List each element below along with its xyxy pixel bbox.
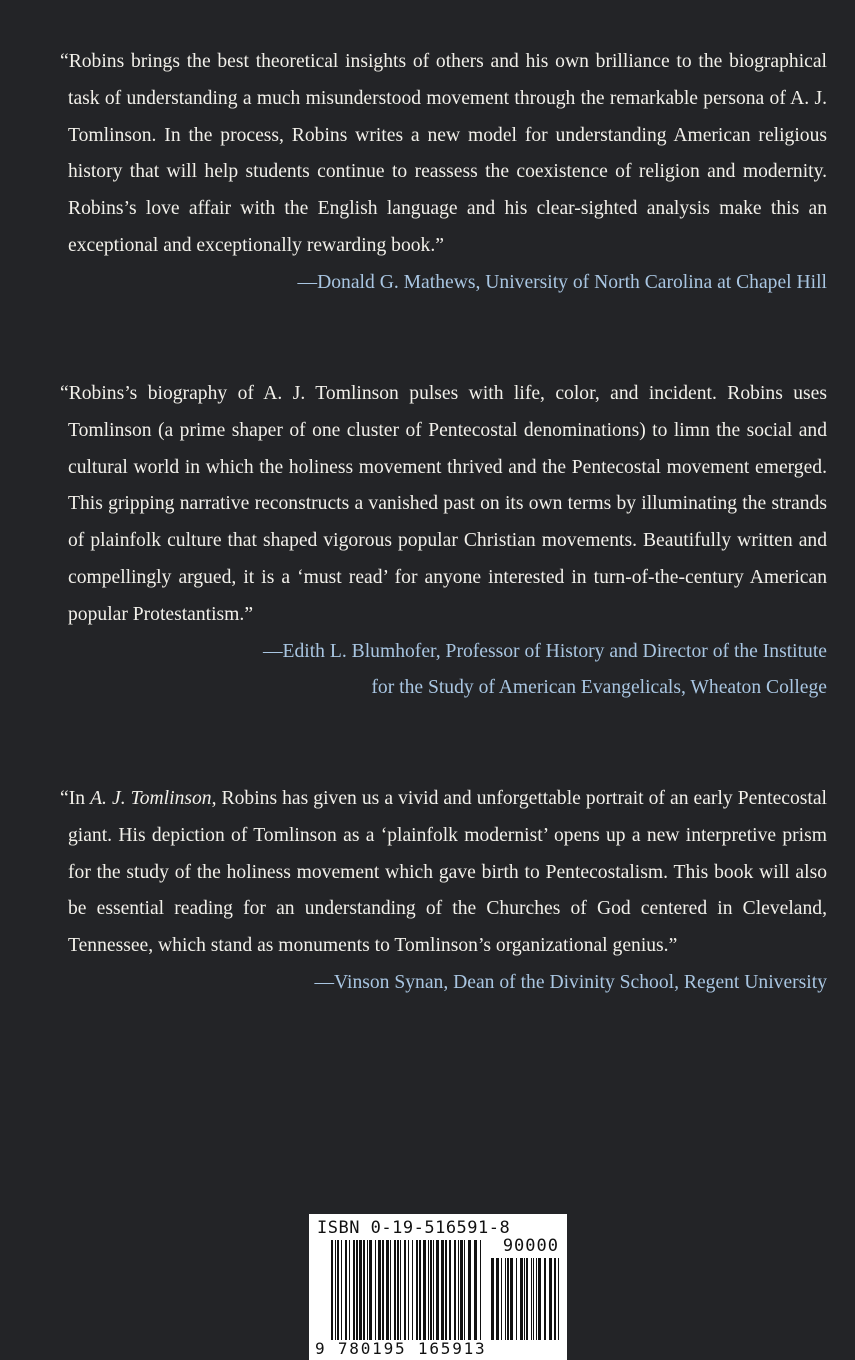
barcode-bar [436, 1240, 439, 1340]
barcode-bar [501, 1258, 502, 1340]
barcode-bar [533, 1258, 534, 1340]
barcode-bar [394, 1240, 396, 1340]
price-code: 90000 [502, 1236, 559, 1256]
isbn-label: ISBN 0-19-516591-8 [317, 1218, 511, 1238]
barcode-bar [507, 1258, 509, 1340]
barcode-bar [331, 1240, 333, 1340]
endorsement-quote-synan [56, 781, 827, 1002]
barcode-bar [474, 1240, 477, 1340]
barcode-bar [337, 1240, 339, 1340]
barcode-bar [460, 1240, 463, 1340]
barcode-bar [458, 1240, 459, 1340]
barcode-bar [349, 1240, 350, 1340]
barcode-bar [353, 1240, 355, 1340]
barcode-bar [416, 1240, 418, 1340]
ean-barcode-bars [331, 1240, 481, 1340]
quote-rest: , Robins has given us a vivid and unforgettable portrait of an early Pentecostal giant. His depiction of Tomlinson as a ‘plainfolk modernist’ opens up a new interpretive prism for the study of the holiness movement which gave birth to Pentecostalism. This book will also be essential reading for an understanding of the Churches of God centered in Cleveland, Tennessee, which stand as monuments to Tomlinson’s organizational genius.” [68, 788, 827, 957]
barcode-bar [341, 1240, 342, 1340]
addon-barcode-bars [491, 1258, 559, 1340]
barcode-bar [526, 1258, 528, 1340]
barcode-bar [390, 1240, 391, 1340]
quote-text: “Robins’s biography of A. J. Tomlinson pulses with life, color, and incident. Robins uses Tomlinson (a prime shaper of one cluster of Pentecostal denominations) to limn the social and cultural world in which the holiness movement thrived and the Pentecostal movement emerged. This gripping narrative reconstructs a vanished past on its own terms by illuminating the strands of plainfolk culture that shaped vigorous popular Christian movements. Beautifully written and compellingly argued, it is a ‘must read’ for anyone interested in turn-of-the-century American popular Protestantism.” [60, 383, 827, 625]
barcode-bar [445, 1240, 447, 1340]
barcode-bar [356, 1240, 358, 1340]
barcode-bar [520, 1258, 523, 1340]
barcode-bar [516, 1258, 517, 1340]
barcode-bar [375, 1240, 376, 1340]
barcode-bar [433, 1240, 434, 1340]
quote-attribution: —Vinson Synan, Dean of the Divinity School, Regent University [314, 971, 827, 993]
barcode-bar [524, 1258, 525, 1340]
quote-text: “Robins brings the best theoretical insights of others and his own brilliance to the biographical task of understanding a much misunderstood movement through the remarkable persona of A. J. Tomlinson. In the process, Robins writes a new model for understanding American religious history that will help students continue to reassess the coexistence of religion and modernity. Robins’s love affair with the English language and his clear-sighted analysis make this an exceptional and exceptionally rewarding book.” [60, 51, 827, 256]
barcode-bar [378, 1240, 381, 1340]
barcode-bar [404, 1240, 406, 1340]
barcode-bar [558, 1258, 559, 1340]
barcode-bar [345, 1240, 347, 1340]
barcode-bar [549, 1258, 552, 1340]
barcode-bar [538, 1258, 541, 1340]
barcode-bar [468, 1240, 471, 1340]
barcode-bar [359, 1240, 362, 1340]
barcode-bar [554, 1258, 556, 1340]
isbn-barcode [309, 1214, 567, 1360]
barcode-bar [505, 1258, 506, 1340]
book-title-italic: A. J. Tomlinson [90, 788, 212, 809]
barcode-bar [367, 1240, 368, 1340]
quote-attribution-line-1: —Edith L. Blumhofer, Professor of History and Director of the Institute [262, 640, 827, 662]
barcode-bar [496, 1258, 499, 1340]
barcode-bar [400, 1240, 401, 1340]
barcode-bar [491, 1258, 494, 1340]
barcode-bar [430, 1240, 432, 1340]
barcode-bar [510, 1258, 513, 1340]
barcode-bar [363, 1240, 365, 1340]
barcode-bar [454, 1240, 456, 1340]
ean-digits: 9 780195 165913 [315, 1339, 487, 1358]
barcode-bar [449, 1240, 451, 1340]
barcode-bar [544, 1258, 546, 1340]
barcode-bar [464, 1240, 465, 1340]
barcode-bar [335, 1240, 336, 1340]
quote-text [56, 781, 827, 965]
barcode-bar [369, 1240, 372, 1340]
quote-open: “In [60, 788, 91, 809]
barcode-bar [423, 1240, 426, 1340]
barcode-bar [397, 1240, 399, 1340]
barcode-bar [419, 1240, 421, 1340]
barcode-bar [386, 1240, 389, 1340]
endorsement-quote-blumhofer [56, 376, 827, 707]
barcode-bar [531, 1258, 532, 1340]
quote-attribution: —Donald G. Mathews, University of North Carolina at Chapel Hill [297, 271, 827, 293]
barcode-bar [441, 1240, 444, 1340]
endorsement-quote-mathews [56, 44, 827, 302]
barcode-bar [412, 1240, 413, 1340]
barcode-bar [382, 1240, 384, 1340]
barcode-bar [480, 1240, 481, 1340]
barcode-bar [428, 1240, 429, 1340]
quote-attribution-line-2: for the Study of American Evangelicals, Wheaton College [371, 677, 827, 699]
barcode-bar [536, 1258, 537, 1340]
barcode-bar [408, 1240, 409, 1340]
